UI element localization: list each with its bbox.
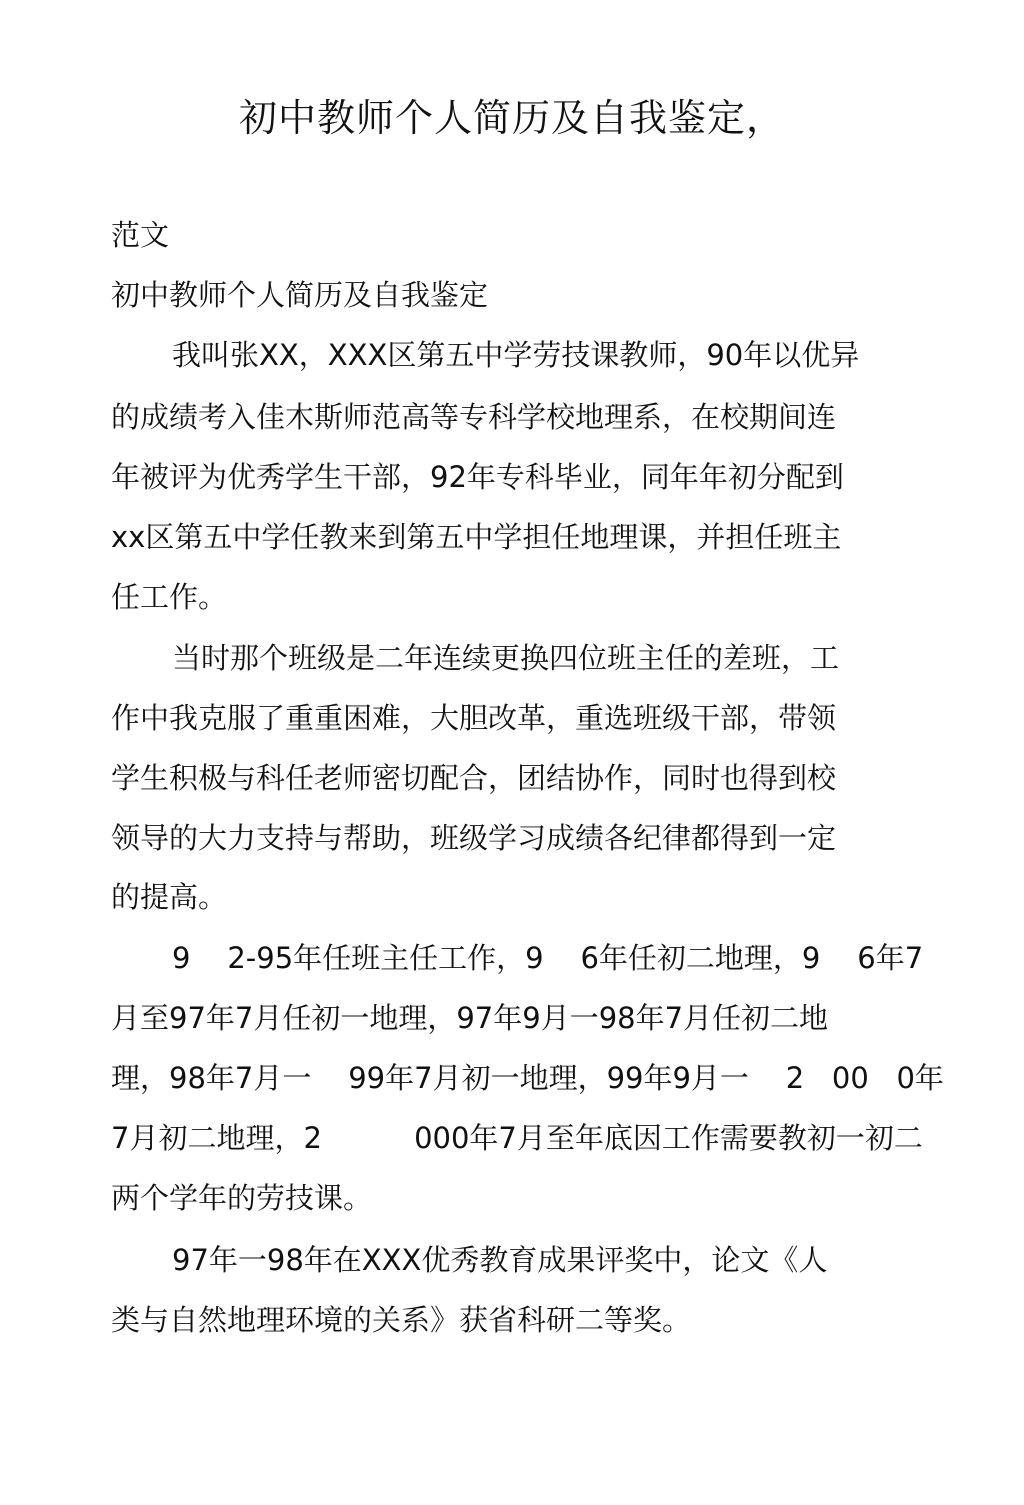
document-label: 范文 [111,218,170,252]
paragraph-3-line-1: 9 2-95年任班主任工作，9 6年任初二地理，9 6年7 [172,941,924,975]
paragraph-2-line-2: 作中我克服了重重困难，大胆改革，重选班级干部，带领 [111,701,837,735]
paragraph-3-line-5: 两个学年的劳技课。 [111,1181,373,1215]
paragraph-2-line-5: 的提高。 [111,880,228,914]
paragraph-1-line-5: 任工作。 [111,580,228,614]
paragraph-1-line-4: xx区第五中学任教来到第五中学担任地理课，并担任班主 [111,520,842,554]
paragraph-2-line-1: 当时那个班级是二年连续更换四位班主任的差班，工 [172,641,840,675]
paragraph-3-line-3: 理，98年7月一 99年7月初一地理，99年9月一 2 00 0年 [111,1061,944,1095]
paragraph-4-line-1: 97年一98年在XXX优秀教育成果评奖中，论文《人 [172,1243,828,1277]
paragraph-2-line-4: 领导的大力支持与帮助，班级学习成绩各纪律都得到一定 [111,821,837,855]
paragraph-1-line-3: 年被评为优秀学生干部，92年专科毕业，同年年初分配到 [111,460,844,494]
paragraph-3-line-2: 月至97年7月任初一地理，97年9月一98年7月任初二地 [111,1001,829,1035]
paragraph-3-line-4: 7月初二地理，2 000年7月至年底因工作需要教初一初二 [111,1121,923,1155]
paragraph-2-line-3: 学生积极与科任老师密切配合，团结协作，同时也得到校 [111,761,837,795]
document-subtitle: 初中教师个人简历及自我鉴定 [111,278,489,312]
paragraph-1-line-1: 我叫张XX，XXX区第五中学劳技课教师，90年以优异 [172,338,860,372]
document-title: 初中教师个人简历及自我鉴定， [238,96,785,140]
paragraph-4-line-2: 类与自然地理环境的关系》获省科研二等奖。 [111,1303,692,1337]
paragraph-1-line-2: 的成绩考入佳木斯师范高等专科学校地理系，在校期间连 [111,400,837,434]
